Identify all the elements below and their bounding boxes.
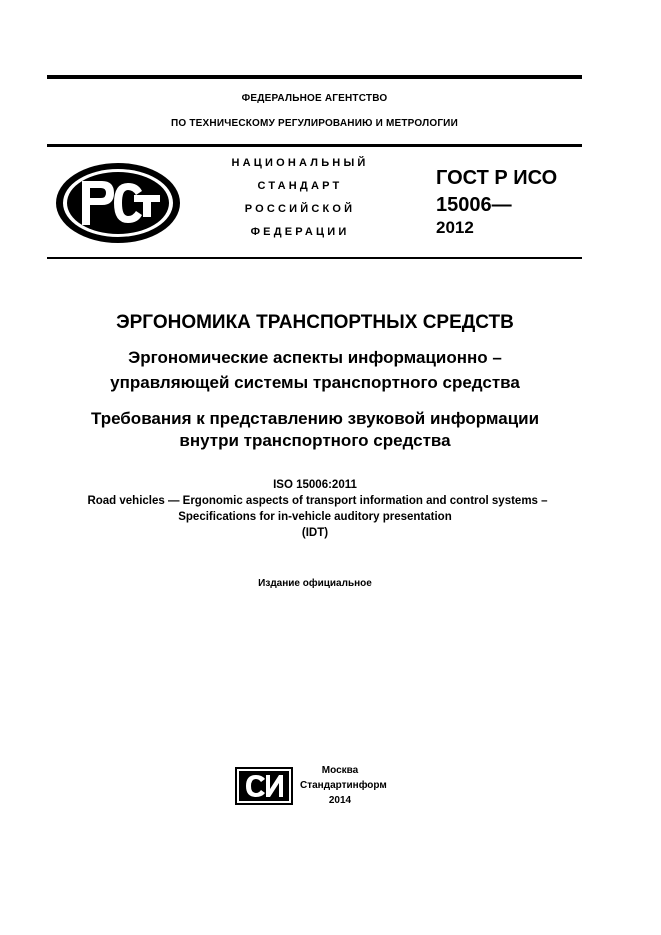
standard-designation-line-1: ГОСТ Р ИСО bbox=[436, 167, 558, 189]
middle-rule bbox=[47, 144, 582, 147]
agency-line-2: ПО ТЕХНИЧЕСКОМУ РЕГУЛИРОВАНИЮ И МЕТРОЛОГИИ bbox=[171, 118, 458, 129]
edition-label: Издание официальное bbox=[258, 578, 372, 589]
standartinform-logo-icon bbox=[235, 767, 293, 805]
publisher-city: Москва bbox=[321, 765, 359, 776]
iso-number: ISO 15006:2011 bbox=[273, 479, 357, 491]
national-standard-line-1: НАЦИОНАЛЬНЫЙ bbox=[231, 157, 369, 169]
subtitle-line-2: управляющей системы транспортного средства bbox=[110, 373, 520, 392]
subtitle-line-1: Эргономические аспекты информационно – bbox=[128, 348, 502, 367]
subtitle-line-3: Требования к представлению звуковой информации bbox=[90, 409, 540, 428]
iso-degree: (IDT) bbox=[301, 527, 329, 539]
national-standard-line-3: РОССИЙСКОЙ bbox=[244, 203, 356, 215]
top-rule bbox=[47, 75, 582, 79]
iso-title-line-1: Road vehicles — Ergonomic aspects of transport information and control systems – bbox=[87, 495, 548, 507]
agency-line-1: ФЕДЕРАЛЬНОЕ АГЕНТСТВО bbox=[241, 93, 388, 104]
publisher-name: Стандартинформ bbox=[300, 780, 387, 791]
national-standard-line-2: СТАНДАРТ bbox=[257, 180, 343, 192]
publication-year: 2014 bbox=[328, 795, 352, 806]
national-standard-line-4: ФЕДЕРАЦИИ bbox=[250, 226, 350, 238]
standard-designation-line-2: 15006— bbox=[436, 194, 512, 216]
rst-certification-logo-icon bbox=[54, 161, 182, 245]
bottom-rule bbox=[47, 257, 582, 259]
standard-designation-year: 2012 bbox=[436, 218, 474, 237]
subtitle-line-4: внутри транспортного средства bbox=[179, 431, 451, 450]
document-title: ЭРГОНОМИКА ТРАНСПОРТНЫХ СРЕДСТВ bbox=[116, 312, 514, 333]
iso-title-line-2: Specifications for in-vehicle auditory presentation bbox=[178, 511, 452, 523]
